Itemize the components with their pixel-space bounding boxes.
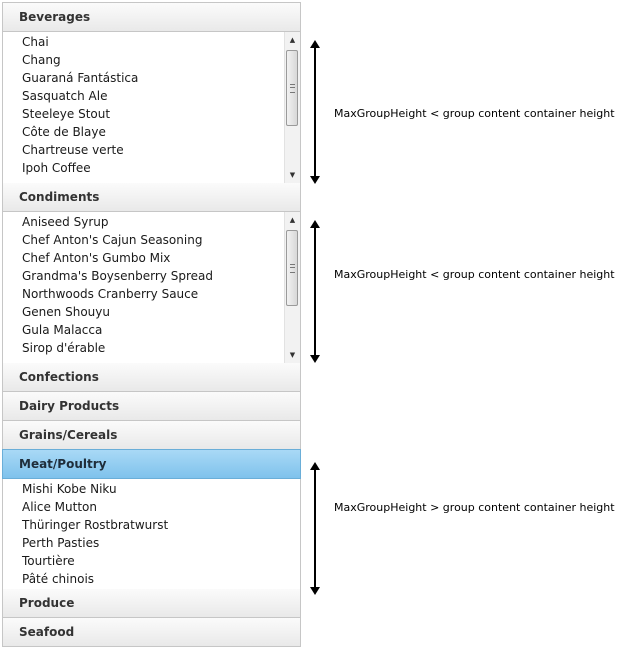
panelbar [2,2,301,647]
list-item[interactable]: Mishi Kobe Niku [22,482,117,496]
height-arrow [314,42,316,182]
group-content-beverages [2,32,301,183]
group-header-meat-poultry[interactable]: Meat/Poultry [2,449,301,479]
arrow-down-icon [310,587,320,595]
annotation-text: MaxGroupHeight < group content container height [334,268,615,281]
list-item[interactable]: Northwoods Cranberry Sauce [22,287,199,301]
list-item[interactable]: Aniseed Syrup [22,215,109,229]
group-header-beverages[interactable]: Beverages [2,2,301,32]
list-item[interactable]: Grandma's Boysenberry Spread [22,269,213,283]
list-item[interactable]: Perth Pasties [22,536,100,550]
list-item[interactable]: Guaraná Fantástica [22,71,139,85]
list-item[interactable]: Chartreuse verte [22,143,124,157]
list-item[interactable]: Sirop d'érable [22,341,106,355]
list-item[interactable]: Côte de Blaye [22,125,106,139]
group-header-produce[interactable]: Produce [2,588,301,618]
scrollbar-thumb[interactable] [286,230,298,306]
arrow-down-icon [310,355,320,363]
list-item[interactable]: Chef Anton's Cajun Seasoning [22,233,203,247]
grip-icon [290,84,295,93]
annotation-text: MaxGroupHeight > group content container height [334,501,615,514]
list-item[interactable]: Alice Mutton [22,500,97,514]
arrow-up-icon [310,40,320,48]
scroll-up-icon[interactable]: ▲ [289,216,296,224]
list-item[interactable]: Chang [22,53,61,67]
scrollbar-thumb[interactable] [286,50,298,126]
scroll-down-icon[interactable]: ▼ [289,351,296,359]
group-header-condiments[interactable]: Condiments [2,182,301,212]
scroll-down-icon[interactable]: ▼ [289,171,296,179]
list-item[interactable]: Steeleye Stout [22,107,111,121]
group-header-confections[interactable]: Confections [2,362,301,392]
height-arrow [314,222,316,361]
annotation-text: MaxGroupHeight < group content container height [334,107,615,120]
arrow-up-icon [310,220,320,228]
list-item[interactable]: Chai [22,35,49,49]
height-arrow [314,464,316,593]
group-header-dairy-products[interactable]: Dairy Products [2,391,301,421]
list-item[interactable]: Chef Anton's Gumbo Mix [22,251,171,265]
list-item[interactable]: Tourtière [22,554,75,568]
group-header-seafood[interactable]: Seafood [2,617,301,647]
list-item[interactable]: Sasquatch Ale [22,89,108,103]
grip-icon [290,264,295,273]
list-item[interactable]: Ipoh Coffee [22,161,91,175]
group-header-grains-cereals[interactable]: Grains/Cereals [2,420,301,450]
list-item[interactable]: Genen Shouyu [22,305,110,319]
list-item[interactable]: Gula Malacca [22,323,103,337]
arrow-up-icon [310,462,320,470]
group-content-meat-poultry [2,479,301,589]
scroll-up-icon[interactable]: ▲ [289,36,296,44]
vertical-scrollbar[interactable] [284,32,300,183]
vertical-scrollbar[interactable] [284,212,300,363]
arrow-down-icon [310,176,320,184]
list-item[interactable]: Thüringer Rostbratwurst [22,518,169,532]
group-content-condiments [2,212,301,363]
list-item[interactable]: Pâté chinois [22,572,95,586]
